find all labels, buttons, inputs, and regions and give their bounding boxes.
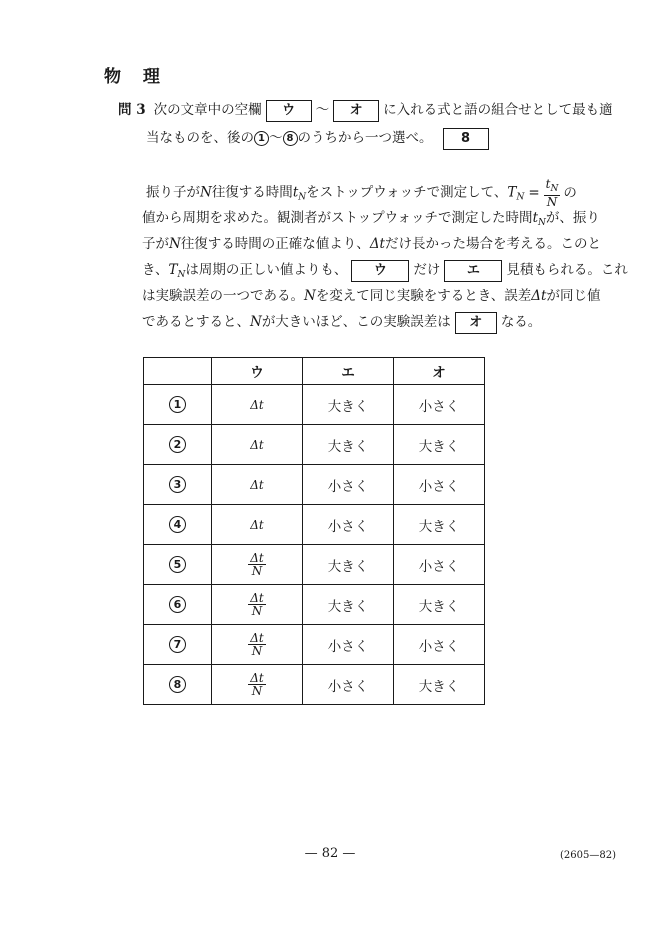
option-number-cell (144, 465, 212, 505)
passage-line-2: 値から周期を求めた。観測者がストップウォッチで測定した時間$t_N$が、振り (142, 210, 600, 228)
question-line-1 (118, 98, 613, 122)
header-o: オ (394, 358, 485, 385)
option-o-cell: 小さく (394, 545, 485, 585)
option-u-cell (212, 625, 303, 665)
tilde: 〜 (269, 130, 283, 146)
option-e-cell: 小さく (303, 625, 394, 665)
passage-line-5: は実験誤差の一つである。Nを変えて同じ実験をするとき、誤差Δtが同じ値 (142, 288, 601, 304)
option-o-cell: 小さく (394, 465, 485, 505)
answer-number-box: 8 (443, 128, 489, 150)
option-u-cell (212, 665, 303, 705)
option-e-cell: 小さく (303, 665, 394, 705)
header-e: エ (303, 358, 394, 385)
table-row (144, 505, 485, 545)
passage-line-6: であるとすると、Nが大きいほど、この実験誤差は オ なる。 (142, 310, 541, 334)
passage-blank-u: ウ (351, 260, 409, 282)
option-number-cell (144, 385, 212, 425)
exam-code: (2605—82) (560, 850, 616, 861)
option-o-cell: 大きく (394, 505, 485, 545)
header-u: ウ (212, 358, 303, 385)
option-e-cell: 小さく (303, 505, 394, 545)
fraction-dt-over-n: $\frac{\Delta t}{N}$ (250, 671, 264, 698)
question-text: のうちから一つ選べ。 (297, 130, 433, 146)
circled-number-1: 1 (254, 131, 269, 146)
blank-o: オ (333, 100, 379, 122)
option-e-cell: 大きく (303, 425, 394, 465)
option-number-cell (144, 425, 212, 465)
table-header-row (144, 358, 485, 385)
table-row (144, 545, 485, 585)
passage-blank-e: エ (444, 260, 502, 282)
header-empty (144, 358, 212, 385)
circled-option-number: 3 (169, 476, 186, 493)
fraction-dt-over-n: $\frac{\Delta t}{N}$ (250, 591, 264, 618)
subject-title: 物 理 (104, 67, 168, 87)
option-e-cell: 小さく (303, 465, 394, 505)
table-row (144, 585, 485, 625)
page-number: — 82 — (304, 846, 356, 861)
table-row (144, 625, 485, 665)
circled-option-number: 5 (169, 556, 186, 573)
option-e-cell: 大きく (303, 385, 394, 425)
circled-option-number: 2 (169, 436, 186, 453)
passage-line-3: 子がN往復する時間の正確な値より、Δtだけ長かった場合を考える。このと (142, 236, 601, 252)
option-u-cell (212, 585, 303, 625)
option-number-cell (144, 625, 212, 665)
circled-option-number: 7 (169, 636, 186, 653)
question-text: に入れる式と語の組合せとして最も適 (383, 102, 613, 118)
option-o-cell: 小さく (394, 625, 485, 665)
fraction-tn-over-n: $\frac{t_N}{N}$ (545, 177, 559, 209)
question-text: 当なものを、後の (146, 130, 254, 146)
option-number-cell (144, 545, 212, 585)
question-text: 次の文章中の空欄 (153, 102, 262, 118)
option-u-cell: Δt (212, 425, 303, 465)
fraction-dt-over-n: $\frac{\Delta t}{N}$ (250, 551, 264, 578)
table-row (144, 385, 485, 425)
option-e-cell: 大きく (303, 545, 394, 585)
option-o-cell: 大きく (394, 425, 485, 465)
fraction-dt-over-n: $\frac{\Delta t}{N}$ (250, 631, 264, 658)
table-row (144, 465, 485, 505)
option-e-cell: 大きく (303, 585, 394, 625)
option-number-cell (144, 585, 212, 625)
circled-number-8: 8 (283, 131, 298, 146)
passage-line-4: き、$T_N$は周期の正しい値よりも、 ウ だけ エ 見積もられる。これ (142, 258, 628, 282)
option-number-cell (144, 505, 212, 545)
option-u-cell: Δt (212, 465, 303, 505)
option-u-cell: Δt (212, 385, 303, 425)
circled-option-number: 1 (169, 396, 186, 413)
circled-option-number: 6 (169, 596, 186, 613)
table-row (144, 665, 485, 705)
option-o-cell: 大きく (394, 585, 485, 625)
option-number-cell (144, 665, 212, 705)
option-o-cell: 小さく (394, 385, 485, 425)
circled-option-number: 4 (169, 516, 186, 533)
option-u-cell: Δt (212, 505, 303, 545)
blank-u: ウ (266, 100, 312, 122)
circled-option-number: 8 (169, 676, 186, 693)
options-table (143, 357, 485, 705)
passage-blank-o: オ (455, 312, 497, 334)
option-o-cell: 大きく (394, 665, 485, 705)
option-u-cell (212, 545, 303, 585)
table-row (144, 425, 485, 465)
question-line-2 (146, 126, 489, 150)
passage-line-1: 振り子がN往復する時間$t_N$をストップウォッチで測定して、$T_N$ = $\frac{t_N}{N}$ の (146, 177, 577, 209)
tilde: 〜 (315, 102, 330, 118)
question-number: 問 3 (118, 102, 146, 118)
